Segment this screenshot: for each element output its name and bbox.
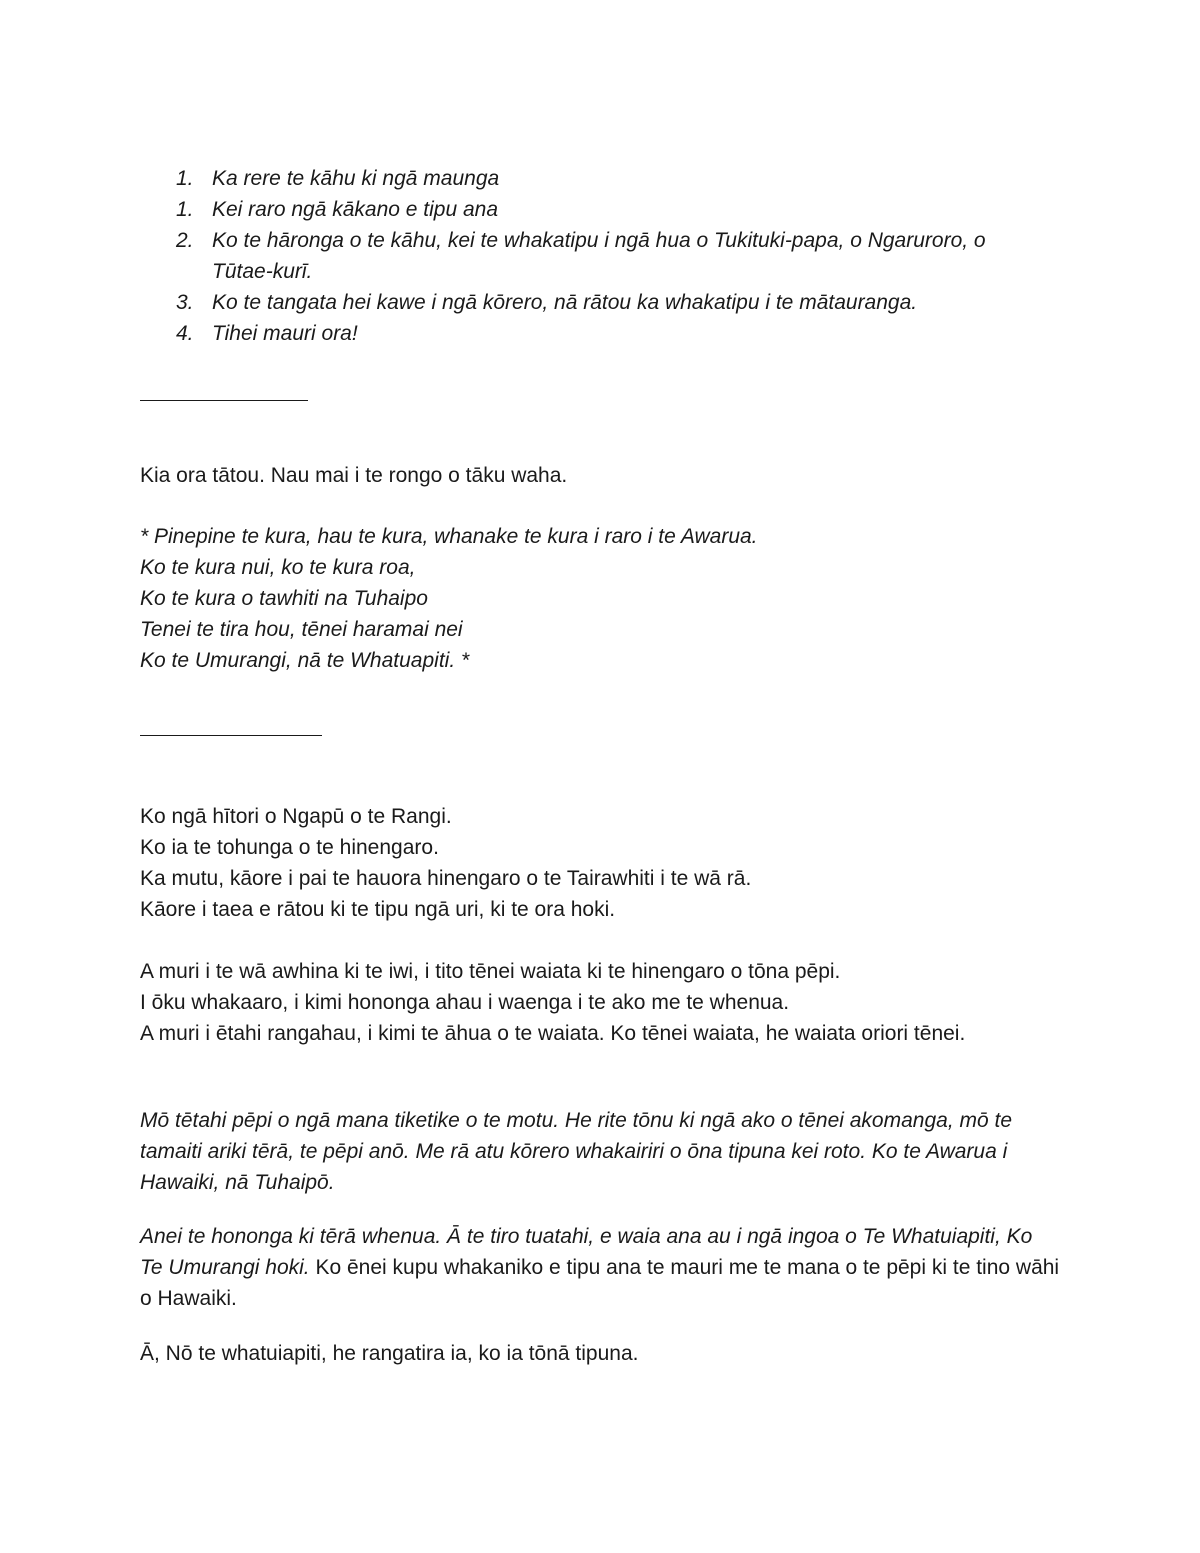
horizontal-divider [140, 735, 322, 736]
list-item [140, 225, 1040, 287]
list-number: 3. [176, 291, 194, 314]
poem-line: Ko te kura o tawhiti na Tuhaipo [140, 587, 428, 610]
greeting-paragraph [140, 460, 1060, 491]
horizontal-divider [140, 400, 308, 401]
list-number: 2. [176, 229, 194, 252]
anei-italic-text: Anei te hononga ki tērā whenua. Ā te tiro tuatahi, e waia ana au i ngā ingoa o Te Whatuiapiti, Ko Te Umurangi hoki. [140, 1225, 1033, 1279]
poem-line: Ko te Umurangi, nā te Whatuapiti. * [140, 649, 470, 672]
list-number: 4. [176, 322, 194, 345]
closing-paragraph [140, 1338, 1060, 1369]
history-line: Ka mutu, kāore i pai te hauora hinengaro o te Tairawhiti i te wā rā. [140, 867, 752, 890]
greeting-text: Kia ora tātou. Nau mai i te rongo o tāku waha. [140, 464, 568, 487]
history-line: Ko ia te tohunga o te hinengaro. [140, 836, 439, 859]
list-text: Kei raro ngā kākano e tipu ana [212, 198, 499, 221]
muri-line: I ōku whakaaro, i kimi hononga ahau i waenga i te ako me te whenua. [140, 991, 790, 1014]
history-line: Kāore i taea e rātou ki te tipu ngā uri, ki te ora hoki. [140, 898, 616, 921]
history-line: Ko ngā hītori o Ngapū o te Rangi. [140, 805, 452, 828]
anei-plain-text: Ko ēnei kupu whakaniko e tipu ana te mauri me te mana o te pēpi ki te tino wāhi o Hawaiki. [140, 1256, 1060, 1310]
mo-text: Mō tētahi pēpi o ngā mana tiketike o te motu. He rite tōnu ki ngā ako o tēnei akomanga, mō te tamaiti ariki tērā, te pēpi anō. Me rā atu kōrero whakairiri o ōna tipuna kei roto. Ko te Awarua i Hawaiki, nā Tuhaipō. [140, 1109, 1013, 1194]
list-text: Tihei mauri ora! [212, 322, 358, 345]
numbered-list [140, 163, 1040, 349]
poem-line: Ko te kura nui, ko te kura roa, [140, 556, 416, 579]
list-text: Ko te tangata hei kawe i ngā kōrero, nā rātou ka whakatipu i te mātauranga. [212, 291, 918, 314]
list-number: 1. [176, 167, 194, 190]
list-item [140, 287, 1040, 318]
muri-paragraph [140, 956, 1060, 1049]
muri-line: A muri i ētahi rangahau, i kimi te āhua o te waiata. Ko tēnei waiata, he waiata oriori tēnei. [140, 1022, 966, 1045]
mo-paragraph [140, 1105, 1060, 1198]
list-number: 1. [176, 198, 194, 221]
history-paragraph [140, 801, 1060, 925]
closing-text: Ā, Nō te whatuiapiti, he rangatira ia, ko ia tōnā tipuna. [140, 1342, 639, 1365]
poem-line: * Pinepine te kura, hau te kura, whanake te kura i raro i te Awarua. [140, 525, 758, 548]
muri-line: A muri i te wā awhina ki te iwi, i tito tēnei waiata ki te hinengaro o tōna pēpi. [140, 960, 841, 983]
list-text: Ko te hāronga o te kāhu, kei te whakatipu i ngā hua o Tukituki-papa, o Ngaruroro, o Tūtae-kurī. [212, 229, 986, 283]
list-item [140, 318, 1040, 349]
anei-text [140, 1221, 1060, 1314]
list-item [140, 163, 1040, 194]
list-text: Ka rere te kāhu ki ngā maunga [212, 167, 500, 190]
list-item [140, 194, 1040, 225]
poem-block [140, 521, 1060, 676]
poem-line: Tenei te tira hou, tēnei haramai nei [140, 618, 463, 641]
anei-paragraph [140, 1221, 1060, 1314]
